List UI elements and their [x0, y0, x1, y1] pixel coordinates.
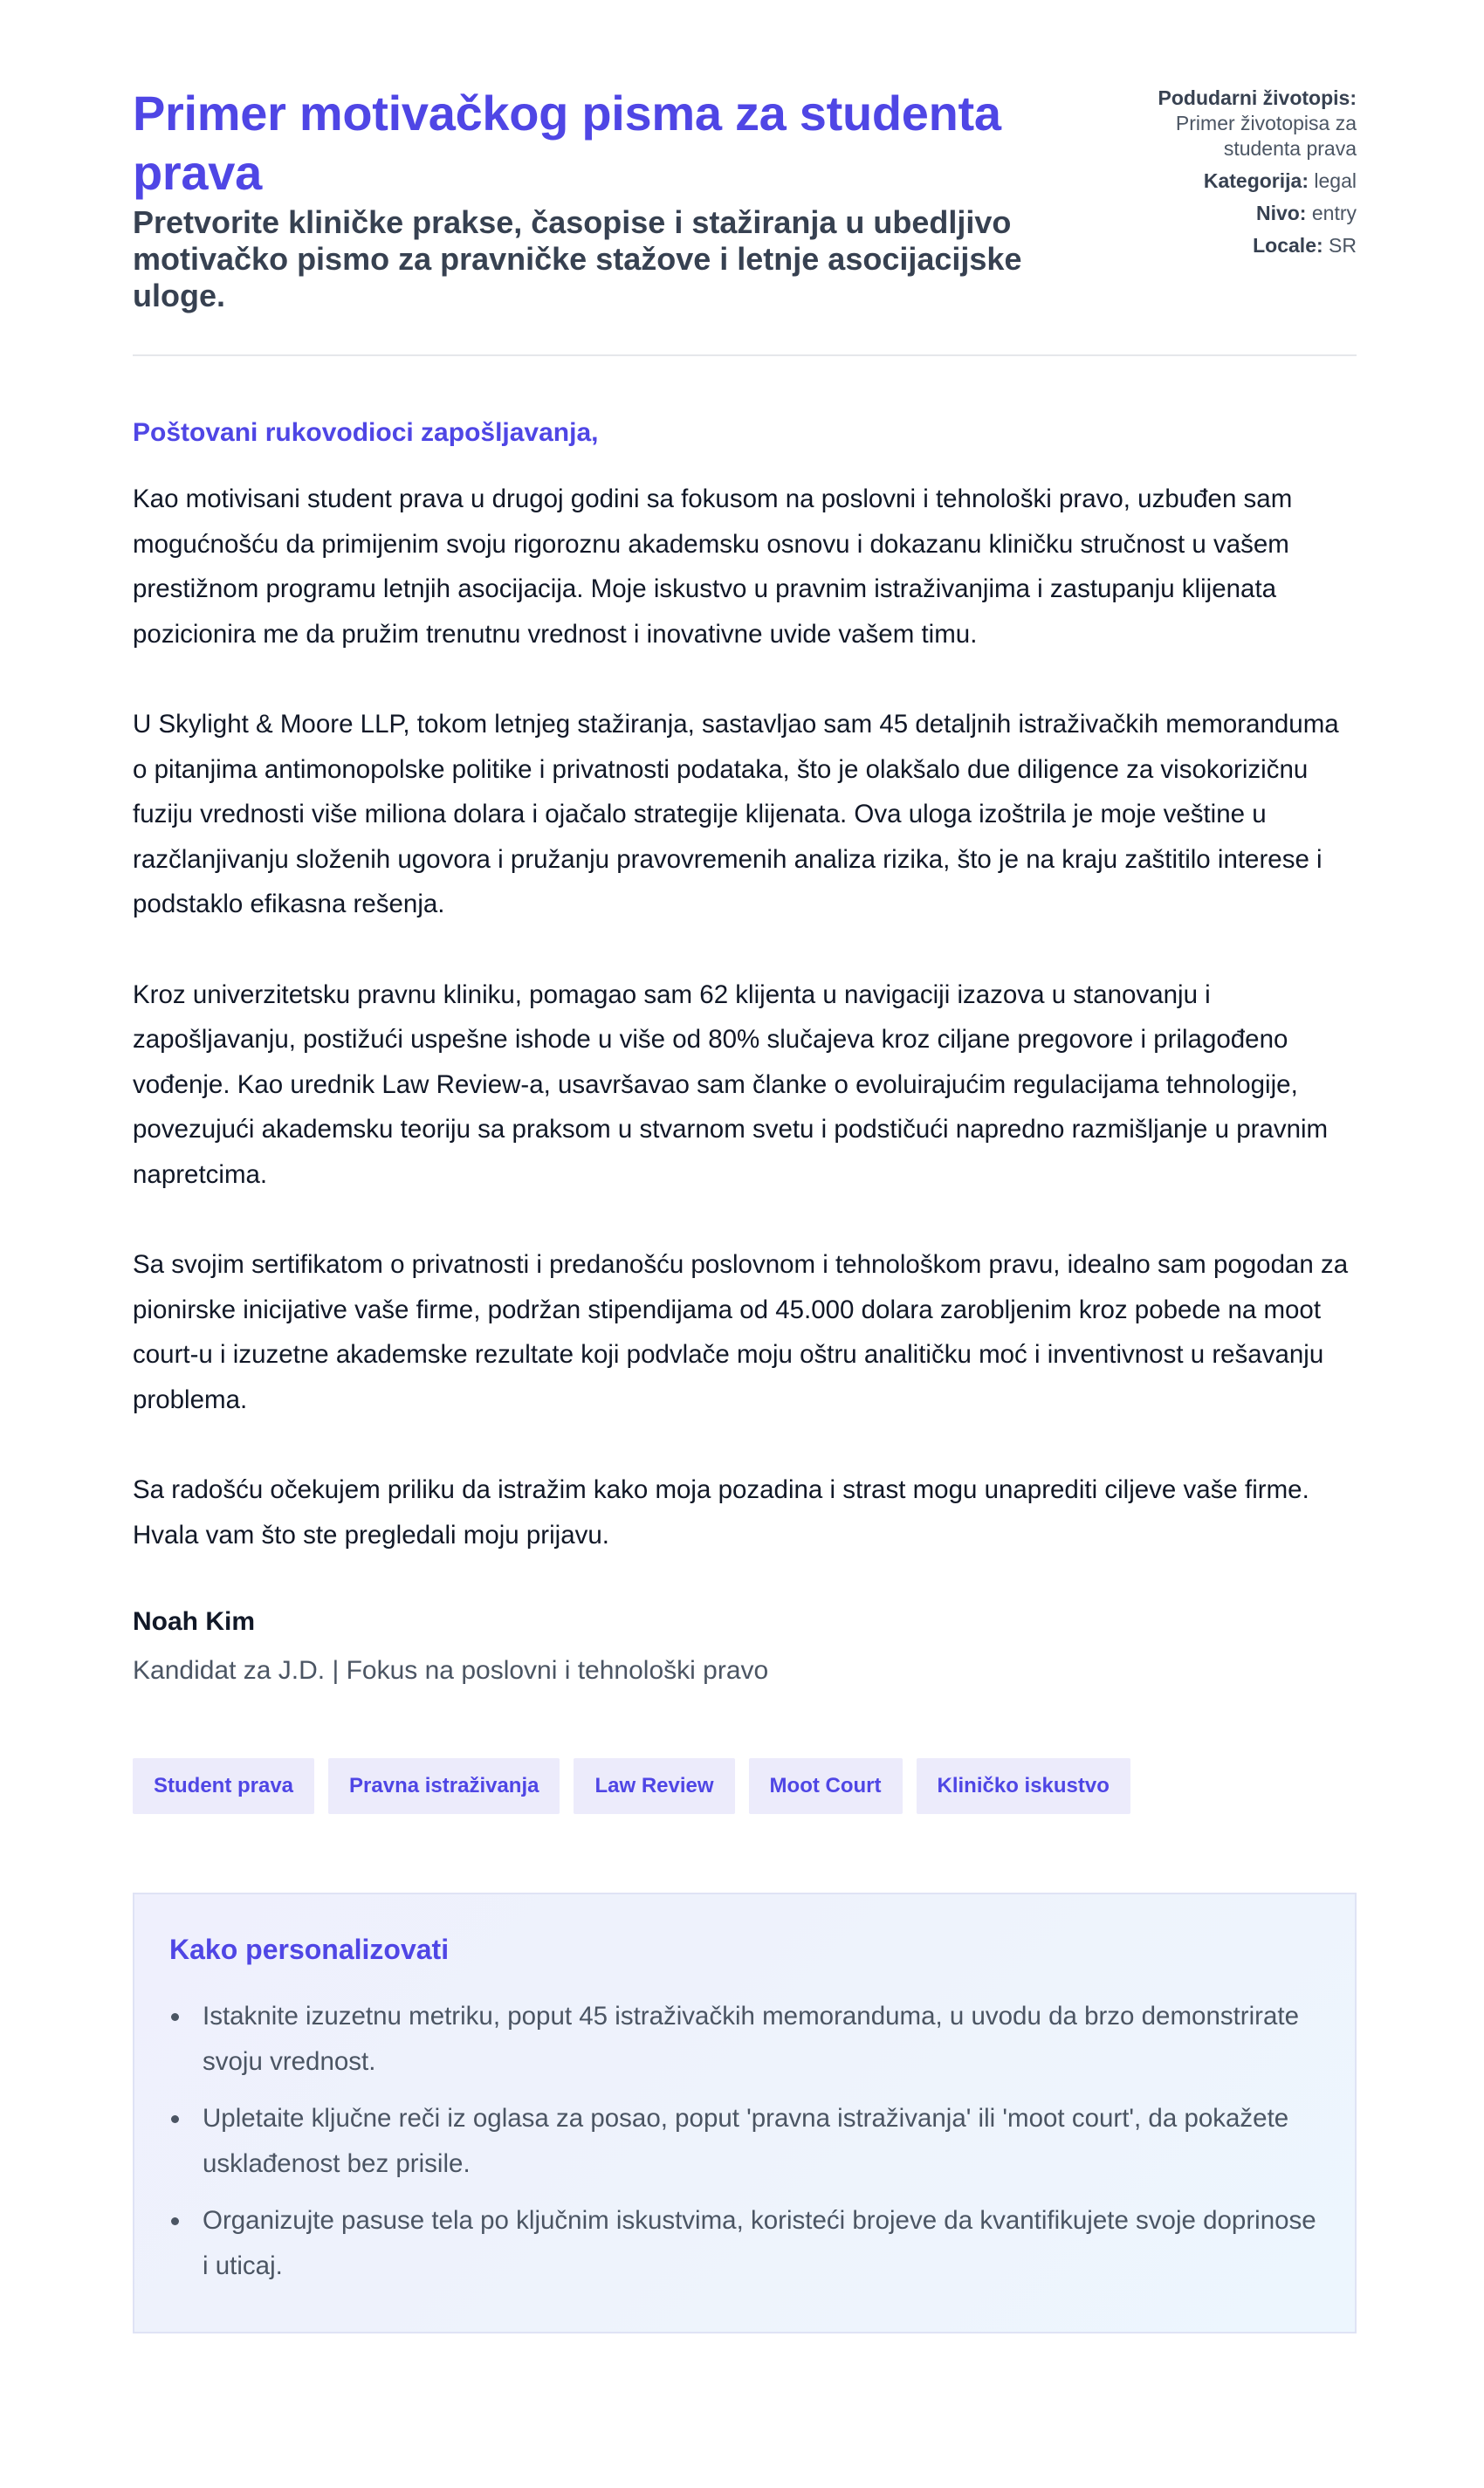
signature-title: Kandidat za J.D. | Fokus na poslovni i tehnološki pravo [133, 1656, 769, 1685]
tips-item-text: Upletaite ključne reči iz oglasa za posao, poput 'pravna istraživanja' ili 'moot court', da pokažete usklađenost bez prisile. [203, 2104, 1289, 2178]
tips-title: Kako personalizovati [169, 1934, 450, 1965]
personalization-tips-panel [133, 1893, 1357, 2333]
meta-locale-value: SR [1329, 234, 1357, 257]
page-header [133, 84, 1357, 356]
tips-list-item [169, 2096, 1320, 2187]
tag-chip[interactable]: Law Review [574, 1758, 734, 1814]
tag-chip[interactable]: Pravna istraživanja [328, 1758, 560, 1814]
signature-name: Noah Kim [133, 1607, 256, 1636]
letter-paragraph-internship: U Skylight & Moore LLP, tokom letnjeg stažiranja, sastavljao sam 45 detaljnih istraživačkih memoranduma o pitanjima antimonopolske politike i privatnosti podataka, što je olakšalo due diligence za visokorizičnu fuziju vrednosti više miliona dolara i ojačalo strategije klijenata. Ova uloga izoštrila je moje veštine u razčlanjivanju složenih ugovora i pružanju pravovremenih analiza rizika, što je na kraju zaštitilo interese i podstaklo efikasna rešenja. [133, 710, 1339, 918]
tips-list [169, 1994, 1320, 2289]
page-title: Primer motivačkog pisma za studenta prava [133, 86, 1001, 200]
letter-paragraph-clinic: Kroz univerzitetsku pravnu kliniku, pomagao sam 62 klijenta u navigaciji izazova u stanovanju i zapošljavanju, postižući uspešne ishode u više od 80% slučajeva kroz ciljane pregovore i prilagođeno vođenje. Kao urednik Law Review-a, usavršavao sam članke o evoluirajućim regulacijama tehnologije, povezujući akademsku teoriju sa praksom u stvarnom svetu i podstičući napredno razmišljanje u pravnim napretcima. [133, 979, 1329, 1189]
meta-matching-resume [1130, 86, 1357, 162]
meta-resume-label: Podudarni životopis: [1158, 86, 1357, 109]
letter-paragraph-closing: Sa radošću očekujem priliku da istražim kako moja pozadina i strast mogu unaprediti ciljeve vaše firme. Hvala vam što ste pregledali moju prijavu. [133, 1475, 1309, 1550]
letter-greeting: Poštovani rukovodioci zapošljavanja, [133, 418, 599, 447]
meta-panel [1130, 84, 1357, 265]
letter-paragraph-fit: Sa svojim sertifikatom o privatnosti i predanošću poslovnom i tehnološkom pravu, idealno sam pogodan za pionirske inicijative vaše firme, podržan stipendijama od 45.000 dolara zarobljenim kroz pobede na moot court-u i izuzetne akademske rezultate koji podvlače moju oštru analitičku moć i inventivnost u rešavanju problema. [133, 1250, 1349, 1414]
letter-paragraph-intro: Kao motivisani student prava u drugoj godini sa fokusom na poslovni i tehnološki pravo, uzbuđen sam mogućnošću da primijenim svoju rigoroznu akademsku osnovu i dokazanu kliničku stručnost u vašem prestižnom programu letnjih asocijacija. Moje iskustvo u pravnim istraživanjima i zastupanju klijenata pozicionira me da pružim trenutnu vrednost i inovativne uvide vašem timu. [133, 485, 1293, 649]
tips-item-text: Istaknite izuzetnu metriku, poput 45 istraživačkih memoranduma, u uvodu da brzo demonstrirate svoju vrednost. [203, 2002, 1300, 2076]
meta-level-value: entry [1311, 202, 1357, 224]
letter-paragraphs [133, 477, 1357, 1557]
tips-list-item [169, 1994, 1320, 2085]
tips-list-item [169, 2198, 1320, 2289]
meta-level-label: Nivo: [1255, 202, 1307, 224]
tag-chip[interactable]: Student prava [133, 1758, 314, 1814]
tag-list [133, 1758, 1357, 1814]
bullet-icon [171, 2013, 179, 2021]
meta-locale-label: Locale: [1253, 234, 1323, 257]
signature-block [133, 1605, 1357, 1688]
meta-category-value: legal [1314, 169, 1357, 192]
meta-locale [1130, 233, 1357, 258]
tag-chip[interactable]: Moot Court [749, 1758, 903, 1814]
tips-item-text: Organizujte pasuse tela po ključnim iskustvima, koristeći brojeve da kvantifikujete svoje doprinose i uticaj. [203, 2206, 1316, 2280]
meta-resume-value[interactable]: Primer životopisa za studenta prava [1175, 112, 1357, 160]
page-subtitle: Pretvorite kliničke prakse, časopise i stažiranja u ubedljivo motivačko pismo za pravničke stažove i letnje asocijacijske uloge. [133, 204, 1022, 313]
bullet-icon [171, 2115, 179, 2123]
meta-category-label: Kategorija: [1203, 169, 1309, 192]
letter-body [133, 416, 1357, 1688]
header-title-block [133, 84, 1058, 314]
meta-level [1130, 201, 1357, 226]
bullet-icon [171, 2217, 179, 2225]
meta-category [1130, 168, 1357, 194]
tag-chip[interactable]: Kliničko iskustvo [917, 1758, 1130, 1814]
